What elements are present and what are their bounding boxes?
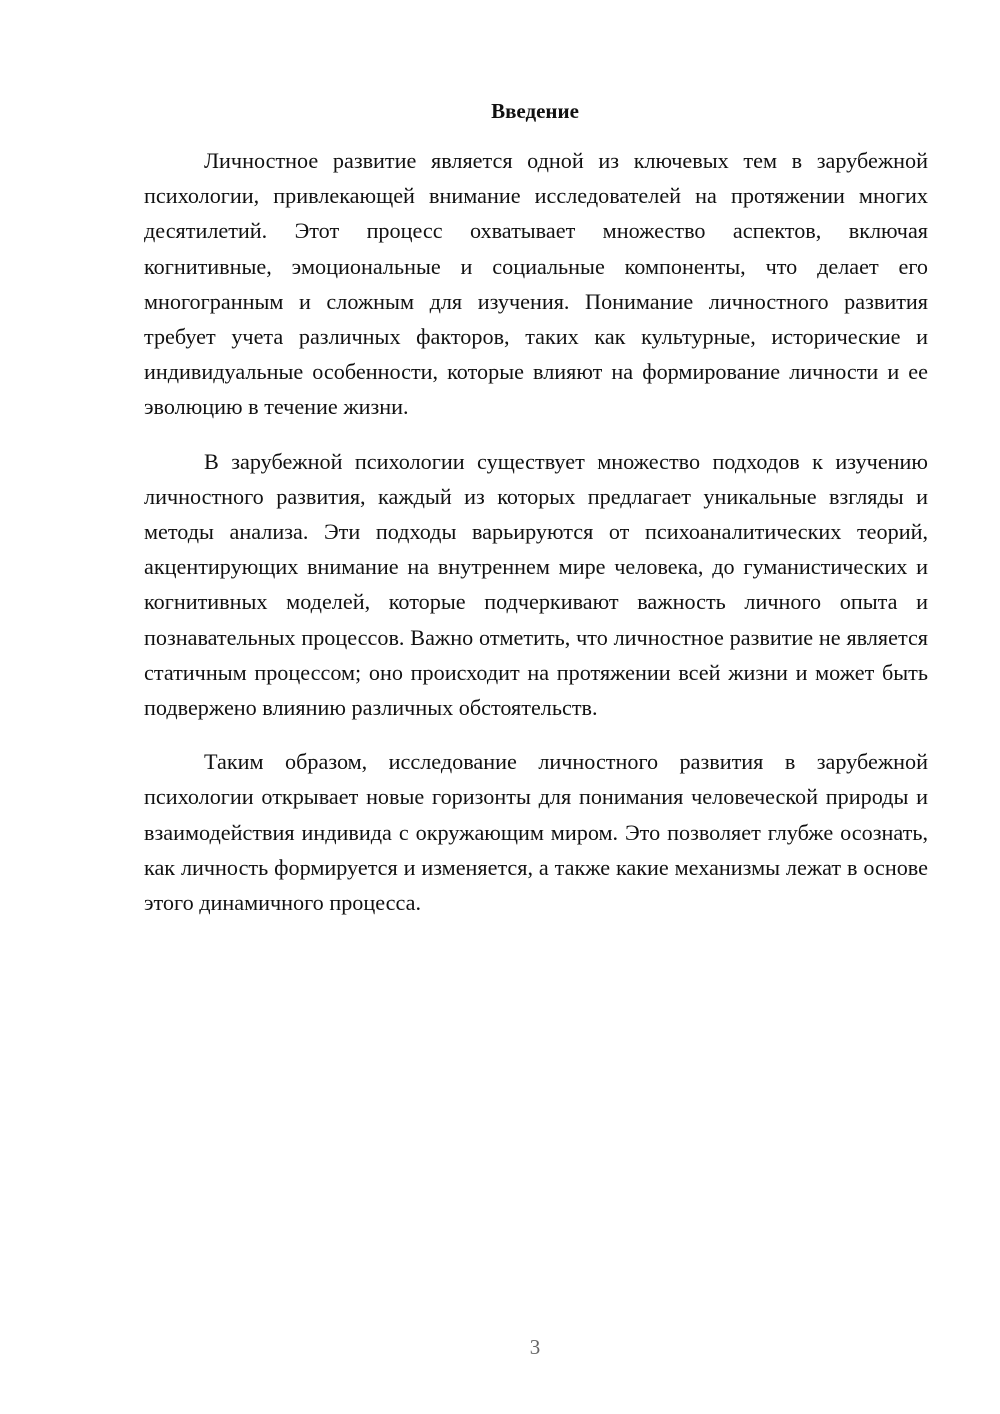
body-text (144, 143, 928, 920)
paragraph-2: В зарубежной психологии существует множество подходов к изучению личностного развития, каждый из которых предлагает уникальные взгляды и методы анализа. Эти подходы варьируются от психоаналитических теорий, акцентирующих внимание на внутреннем мире человека, до гуманистических и когнитивных моделей, которые подчеркивают важность личного опыта и познавательных процессов. Важно отметить, что личностное развитие не является статичным процессом; оно происходит на протяжении всей жизни и может быть подвержено влиянию различных обстоятельств. (144, 448, 928, 721)
paragraph-1: Личностное развитие является одной из ключевых тем в зарубежной психологии, привлекающей внимание исследователей на протяжении многих десятилетий. Этот процесс охватывает множество аспектов, включая когнитивные, эмоциональные и социальные компоненты, что делает его многогранным и сложным для изучения. Понимание личностного развития требует учета различных факторов, таких как культурные, исторические и индивидуальные особенности, которые влияют на формирование личности и ее эволюцию в течение жизни. (144, 148, 928, 420)
paragraph-3: Таким образом, исследование личностного развития в зарубежной психологии открывает новые горизонты для понимания человеческой природы и взаимодействия индивида с окружающим миром. Это позволяет глубже осознать, как личность формируется и изменяется, а также какие механизмы лежат в основе этого динамичного процесса. (144, 749, 928, 916)
section-heading: Введение (491, 99, 579, 123)
page-number: 3 (529, 1335, 541, 1359)
